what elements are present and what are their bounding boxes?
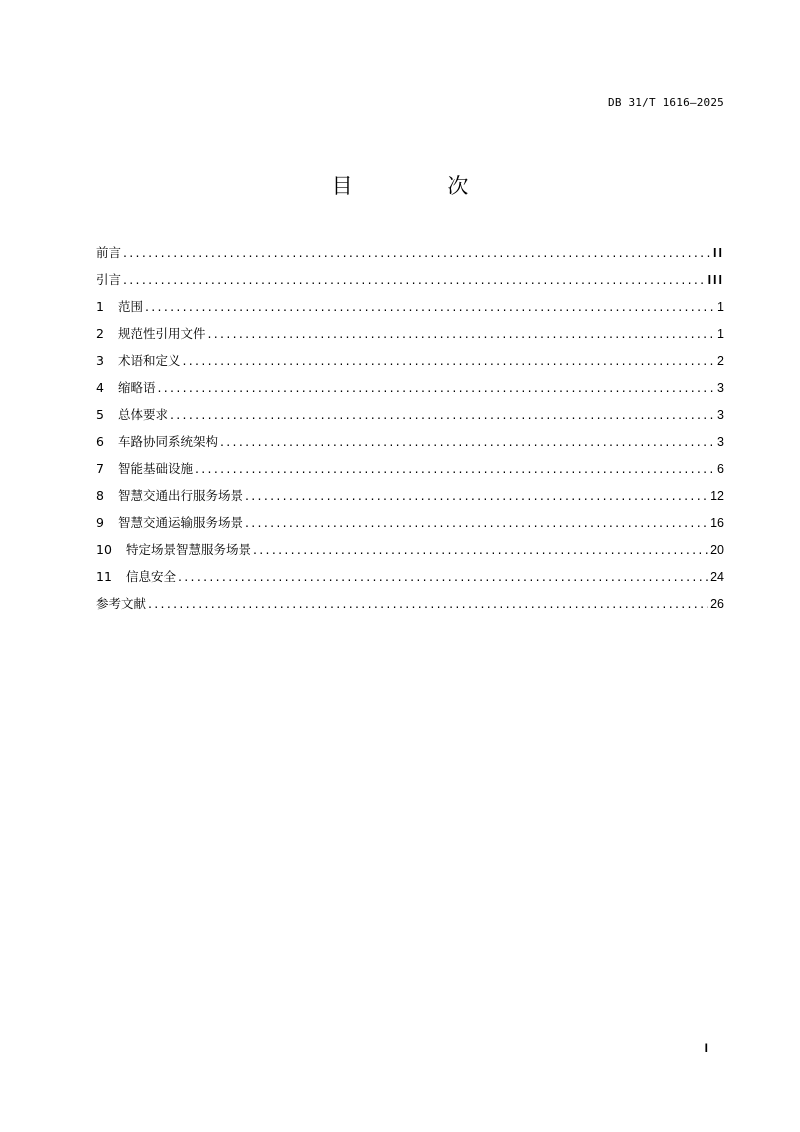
toc-entry-page: 3 bbox=[717, 408, 724, 422]
toc-leader-dots bbox=[170, 407, 715, 422]
toc-entry-page: 2 bbox=[717, 354, 724, 368]
toc-entry-page: 24 bbox=[710, 570, 724, 584]
toc-leader-dots bbox=[148, 596, 708, 611]
toc-entry-number: 11 bbox=[96, 569, 112, 584]
toc-entry-number: 5 bbox=[96, 407, 104, 422]
toc-entry-page: 3 bbox=[717, 381, 724, 395]
toc-entry-9[interactable] bbox=[96, 513, 724, 540]
toc-entry-title: 信息安全 bbox=[126, 569, 177, 584]
toc-entry-11[interactable] bbox=[96, 567, 724, 594]
toc-entry-8[interactable] bbox=[96, 486, 724, 513]
table-of-contents bbox=[96, 243, 724, 621]
toc-entry-title: 车路协同系统架构 bbox=[118, 434, 219, 449]
toc-entry-page: II bbox=[713, 246, 724, 260]
toc-entry-title: 特定场景智慧服务场景 bbox=[126, 542, 252, 557]
toc-entry-5[interactable] bbox=[96, 405, 724, 432]
toc-leader-dots bbox=[208, 326, 716, 341]
toc-entry-bibliography[interactable] bbox=[96, 594, 724, 621]
toc-entry-title: 智能基础设施 bbox=[118, 461, 194, 476]
toc-entry-page: 3 bbox=[717, 435, 724, 449]
toc-entry-number: 9 bbox=[96, 515, 104, 530]
toc-entry-title: 智慧交通运输服务场景 bbox=[118, 515, 244, 530]
toc-leader-dots bbox=[145, 299, 715, 314]
toc-entry-page: 16 bbox=[710, 516, 724, 530]
toc-entry-number: 1 bbox=[96, 299, 104, 314]
toc-entry-page: 12 bbox=[710, 489, 724, 503]
toc-entry-title: 引言 bbox=[96, 272, 122, 287]
toc-leader-dots bbox=[123, 245, 711, 260]
toc-entry-page: 1 bbox=[717, 327, 724, 341]
toc-entry-7[interactable] bbox=[96, 459, 724, 486]
toc-leader-dots bbox=[195, 461, 715, 476]
toc-entry-page: 6 bbox=[717, 462, 724, 476]
toc-entry-page: 1 bbox=[717, 300, 724, 314]
toc-entry-title: 参考文献 bbox=[96, 596, 147, 611]
toc-leader-dots bbox=[245, 515, 708, 530]
toc-entry-number: 6 bbox=[96, 434, 104, 449]
toc-entry-title: 术语和定义 bbox=[118, 353, 181, 368]
toc-entry-2[interactable] bbox=[96, 324, 724, 351]
standard-code: DB 31/T 1616—2025 bbox=[608, 96, 724, 109]
toc-leader-dots bbox=[245, 488, 708, 503]
toc-entry-6[interactable] bbox=[96, 432, 724, 459]
page-number: I bbox=[704, 1041, 708, 1055]
toc-leader-dots bbox=[253, 542, 708, 557]
toc-entry-page: 20 bbox=[710, 543, 724, 557]
toc-entry-introduction[interactable] bbox=[96, 270, 724, 297]
toc-entry-10[interactable] bbox=[96, 540, 724, 567]
toc-entry-1[interactable] bbox=[96, 297, 724, 324]
toc-entry-number: 2 bbox=[96, 326, 104, 341]
toc-entry-3[interactable] bbox=[96, 351, 724, 378]
toc-entry-title: 规范性引用文件 bbox=[118, 326, 206, 341]
toc-entry-number: 10 bbox=[96, 542, 112, 557]
toc-entry-4[interactable] bbox=[96, 378, 724, 405]
toc-entry-foreword[interactable] bbox=[96, 243, 724, 270]
toc-entry-number: 8 bbox=[96, 488, 104, 503]
page-title: 目 次 bbox=[331, 174, 513, 198]
toc-entry-number: 3 bbox=[96, 353, 104, 368]
toc-entry-page: 26 bbox=[710, 597, 724, 611]
toc-entry-title: 范围 bbox=[118, 299, 144, 314]
toc-entry-title: 前言 bbox=[96, 245, 122, 260]
toc-leader-dots bbox=[158, 380, 716, 395]
toc-entry-title: 智慧交通出行服务场景 bbox=[118, 488, 244, 503]
toc-entry-title: 总体要求 bbox=[118, 407, 169, 422]
toc-entry-number: 7 bbox=[96, 461, 104, 476]
toc-entry-page: III bbox=[707, 273, 724, 287]
toc-leader-dots bbox=[220, 434, 715, 449]
toc-leader-dots bbox=[178, 569, 708, 584]
toc-leader-dots bbox=[183, 353, 716, 368]
toc-entry-title: 缩略语 bbox=[118, 380, 156, 395]
toc-leader-dots bbox=[123, 272, 706, 287]
toc-entry-number: 4 bbox=[96, 380, 104, 395]
